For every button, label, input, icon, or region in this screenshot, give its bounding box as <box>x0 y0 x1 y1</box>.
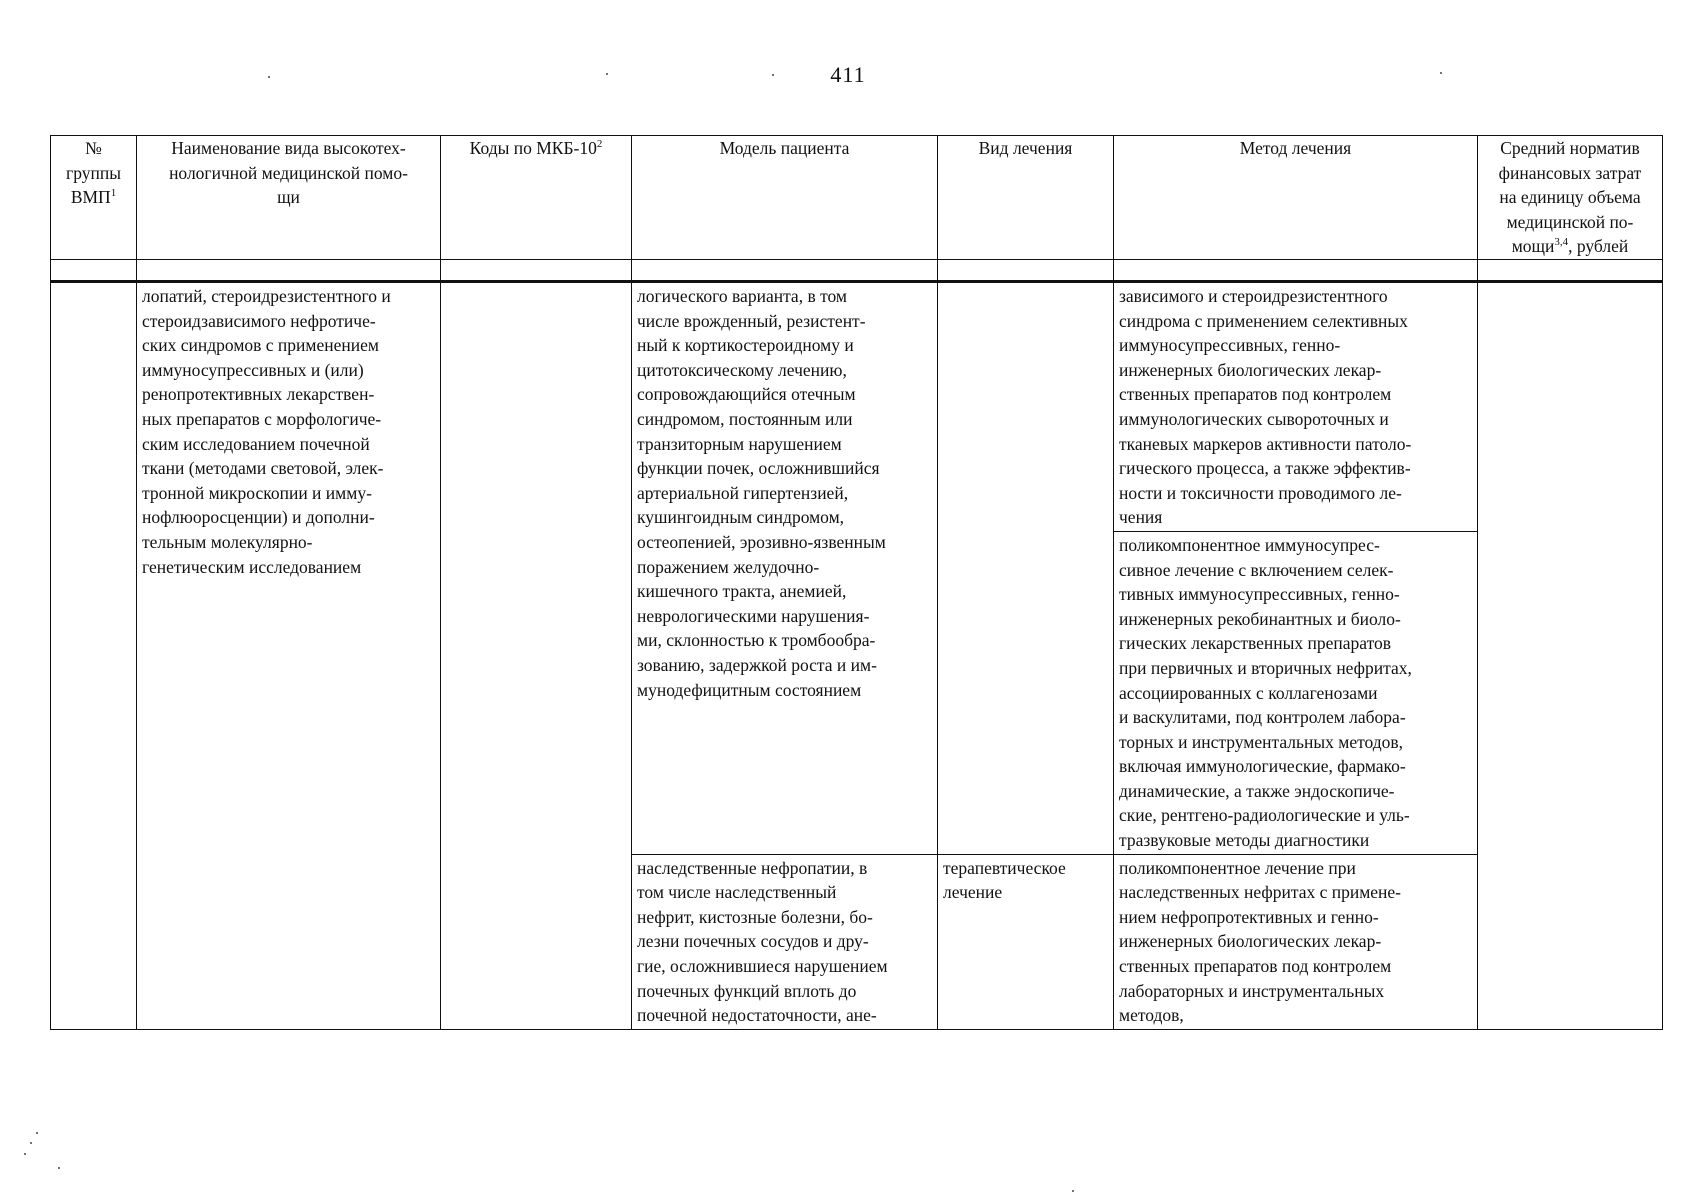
header-group-number <box>51 136 137 260</box>
scan-speck <box>58 1167 60 1169</box>
icd-codes-cell <box>441 282 632 1030</box>
header-text: Метод лечения <box>1239 138 1352 158</box>
header-text: Коды по МКБ-10 <box>469 138 597 158</box>
spacer-cell <box>1114 260 1478 282</box>
patient-model-text: логического варианта, в том числе врожденный, резистент- ный к кортикостероидному и цитотоксическому лечению, сопровождающийся отечным синдромом, постоянным или транзиторным нарушением функции почек, осложнившийся артериальной гипертензией, кушингоидным синдромом, остеопенией, эрозивно-язвенным поражением желудочно- кишечного тракта, анемией, неврологическими нарушения- ми, склонностью к тромбообра- зованию, задержкой роста и им- мунодефицитным состоянием <box>637 286 886 700</box>
header-text: Наименование вида высокотех- нологичной медицинской помо- щи <box>169 138 408 207</box>
treatment-table <box>50 135 1663 1030</box>
scan-speck <box>772 74 774 76</box>
patient-model-cell <box>632 282 938 855</box>
footnote-mark: 2 <box>596 138 603 151</box>
header-care-type <box>137 136 441 260</box>
header-treatment-method <box>1114 136 1478 260</box>
page-number: 411 <box>830 62 866 87</box>
column-number-row <box>51 260 1663 282</box>
header-text: Вид лечения <box>978 138 1073 158</box>
treatment-type-cell <box>938 282 1114 855</box>
footnote-mark: 1 <box>110 187 117 200</box>
scan-speck <box>268 76 270 78</box>
header-patient-model <box>632 136 938 260</box>
footnote-mark: 3,4 <box>1554 236 1569 249</box>
treatment-type-text: терапевтическое лечение <box>943 857 1066 903</box>
care-type-text: лопатий, стероидрезистентного и стероидзависимого нефротиче- ских синдромов с применением иммуносупрессивных и (или) ренопротективных лекарствен- ных препаратов с морфологиче- ским исследованием почечной ткани (методами световой, элек- тронной микроскопии и имму- нофлюоросценции) и дополни- тельным молекулярно- генетическим исследованием <box>142 286 391 577</box>
header-text: № группы ВМП <box>66 138 121 207</box>
spacer-cell <box>938 260 1114 282</box>
spacer-cell <box>1478 260 1663 282</box>
scan-speck <box>30 1142 32 1144</box>
scan-speck <box>24 1153 26 1155</box>
header-average-cost <box>1478 136 1663 260</box>
treatment-method-text: поликомпонентное иммуносупрес- сивное лечение с включением селек- тивных иммуносупрессивных, генно- инженерных рекобинантных и биоло- гических лекарственных препаратов при первичных и вторичных нефритах, ассоциированных с коллагенозами и васкулитами, под контролем лабора- торных и инструментальных методов, включая иммунологические, фармако- динамические, а также эндоскопиче- ские, рентгено-радиологические и уль- тразвуковые методы диагностики <box>1119 534 1412 851</box>
scan-speck <box>1440 72 1442 74</box>
scan-speck <box>606 73 608 75</box>
treatment-method-cell <box>1114 854 1478 1029</box>
header-text-suffix: , рублей <box>1568 236 1629 256</box>
spacer-cell <box>632 260 938 282</box>
average-cost-cell <box>1478 282 1663 1030</box>
care-type-cell <box>137 282 441 1030</box>
header-row <box>51 136 1663 260</box>
treatment-method-cell <box>1114 282 1478 532</box>
spacer-cell <box>51 260 137 282</box>
header-icd-codes <box>441 136 632 260</box>
patient-model-text: наследственные нефропатии, в том числе наследственный нефрит, кистозные болезни, бо- лезни почечных сосудов и дру- гие, осложнившиеся нарушением почечных функций вплоть до почечной недостаточности, ане- <box>637 857 888 1026</box>
spacer-cell <box>441 260 632 282</box>
treatment-method-text: поликомпонентное лечение при наследственных нефритах с примене- нием нефропротективных и генно- инженерных биологических лекар- ственных препаратов под контролем лабораторных и инструментальных методов, <box>1119 857 1402 1026</box>
spacer-cell <box>137 260 441 282</box>
patient-model-cell <box>632 854 938 1029</box>
treatment-method-cell <box>1114 531 1478 854</box>
group-number-cell <box>51 282 137 1030</box>
treatment-type-cell <box>938 854 1114 1029</box>
scan-speck <box>1072 1190 1074 1192</box>
header-text: Средний норматив финансовых затрат на единицу объема медицинской по- мощи <box>1498 138 1642 256</box>
header-text: Модель пациента <box>719 138 850 158</box>
scan-speck <box>36 1132 38 1134</box>
header-treatment-type <box>938 136 1114 260</box>
table-row <box>51 282 1663 532</box>
treatment-method-text: зависимого и стероидрезистентного синдрома с применением селективных иммуносупрессивных, генно- инженерных биологических лекар- ственных препаратов под контролем иммунологических сывороточных и тканевых маркеров активности патоло- гического процесса, а также эффектив- ности и токсичности проводимого ле- чения <box>1119 286 1412 528</box>
